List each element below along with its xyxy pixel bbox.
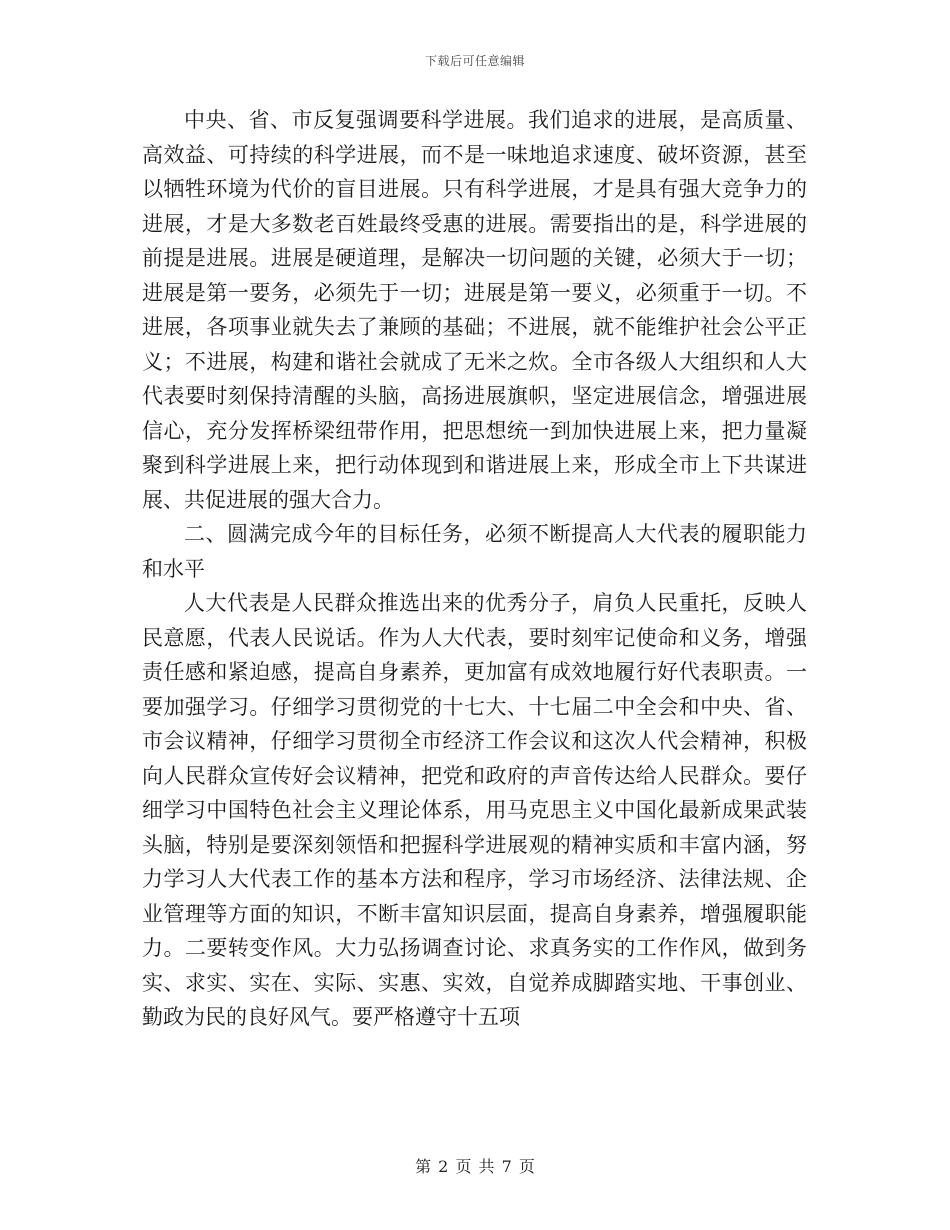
page-header-note: 下载后可任意编辑 — [424, 54, 525, 68]
section-heading-two: 二、圆满完成今年的目标任务，必须不断提高人大代表的履职能力和水平 — [142, 522, 807, 581]
document-body — [142, 103, 807, 1035]
page-number-footer: 第 2 页 共 7 页 — [415, 1157, 535, 1176]
paragraph-deputy-duties: 人大代表是人民群众推选出来的优秀分子，肩负人民重托，反映人民意愿，代表人民说话。作为人大代表，要时刻牢记使命和义务，增强责任感和紧迫感，提高自身素养，更加富有成效地履行好代表职责。一要加强学习。仔细学习贯彻党的十七大、十七届二中全会和中央、省、市会议精神，仔细学习贯彻全市经济工作会议和这次人代会精神，积极向人民群众宣传好会议精神，把党和政府的声音传达给人民群众。要仔细学习中国特色社会主义理论体系，用马克思主义中国化最新成果武装头脑，特别是要深刻领悟和把握科学进展观的精神实质和丰富内涵，努力学习人大代表工作的基本方法和程序，学习市场经济、法律法规、企业管理等方面的知识，不断丰富知识层面，提高自身素养，增强履职能力。二要转变作风。大力弘扬调查讨论、求真务实的工作作风，做到务实、求实、实在、实际、实惠、实效，自觉养成脚踏实地、干事创业、勤政为民的良好风气。要严格遵守十五项 — [142, 591, 807, 1029]
paragraph-scientific-development: 中央、省、市反复强调要科学进展。我们追求的进展，是高质量、高效益、可持续的科学进展，而不是一味地追求速度、破坏资源，甚至以牺牲环境为代价的盲目进展。只有科学进展，才是具有强大竞争力的进展，才是大多数老百姓最终受惠的进展。需要指出的是，科学进展的前提是进展。进展是硬道理，是解决一切问题的关键，必须大于一切；进展是第一要务，必须先于一切；进展是第一要义，必须重于一切。不进展，各项事业就失去了兼顾的基础；不进展，就不能维护社会公平正义；不进展，构建和谐社会就成了无米之炊。全市各级人大组织和人大代表要时刻保持清醒的头脑，高扬进展旗帜，坚定进展信念，增强进展信心，充分发挥桥梁纽带作用，把思想统一到加快进展上来，把力量凝聚到科学进展上来，把行动体现到和谐进展上来，形成全市上下共谋进展、共促进展的强大合力。 — [142, 108, 807, 512]
